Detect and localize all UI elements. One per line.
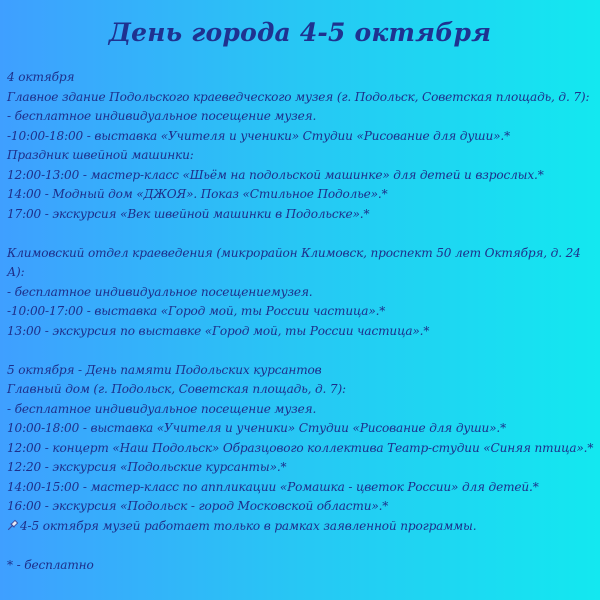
section2-item-2: -10:00-17:00 - выставка «Город мой, ты России частица».* — [7, 304, 386, 318]
section2-item-1: - бесплатное индивидуальное посещениемузея. — [7, 284, 313, 299]
section3-date: 5 октября - День памяти Подольских курсантов — [7, 362, 322, 377]
section3-venue: Главный дом (г. Подольск, Советская площадь, д. 7): — [7, 382, 346, 396]
section3-item-1: - бесплатное индивидуальное посещение музея. — [7, 401, 317, 416]
section3-item-2: 10:00-18:00 - выставка «Учителя и ученики» Студии «Рисование для души».* — [7, 421, 507, 435]
section1-venue: Главное здание Подольского краеведческого музея (г. Подольск, Советская площадь, д. 7): — [7, 89, 590, 104]
spacer — [7, 536, 595, 556]
section3-item-3: 12:00 - концерт «Наш Подольск» Образцового коллектива Театр-студии «Синяя птица».* — [7, 440, 594, 455]
pin-icon — [7, 519, 19, 531]
section1-item-2: -10:00-18:00 - выставка «Учителя и ученики» Студии «Рисование для души».* — [7, 128, 510, 143]
section3-note-text: 4-5 октября музей работает только в рамках заявленной программы. — [20, 518, 477, 533]
footnote: * - бесплатно — [7, 557, 94, 572]
spacer — [7, 224, 595, 244]
section3-item-4: 12:20 - экскурсия «Подольские курсанты».* — [7, 460, 287, 474]
section1-item-1: - бесплатное индивидуальное посещение музея. — [7, 109, 317, 123]
section3-item-6: 16:00 - экскурсия «Подольск - город Московской области».* — [7, 499, 389, 513]
section1-item-3: 12:00-13:00 - мастер-класс «Шьём на подольской машинке» для детей и взрослых.* — [7, 167, 544, 182]
section3-note — [7, 517, 595, 537]
section1-subheading: Праздник швейной машинки: — [7, 148, 194, 162]
section2-item-3: 13:00 - экскурсия по выставке «Город мой, ты России частица».* — [7, 323, 430, 338]
program-text — [7, 68, 595, 575]
section1-date: 4 октября — [7, 70, 75, 84]
page-title: День города 4-5 октября — [108, 18, 492, 47]
section1-item-4: 14:00 - Модный дом «ДЖОЯ». Показ «Стильное Подолье».* — [7, 187, 388, 201]
section1-item-5: 17:00 - экскурсия «Век швейной машинки в Подольске».* — [7, 206, 370, 221]
section3-item-5: 14:00-15:00 - мастер-класс по аппликации «Ромашка - цветок России» для детей.* — [7, 479, 539, 494]
section2-venue: Климовский отдел краеведения (микрорайон Климовск, проспект 50 лет Октября, д. 24 А): — [7, 245, 581, 279]
spacer — [7, 341, 595, 361]
